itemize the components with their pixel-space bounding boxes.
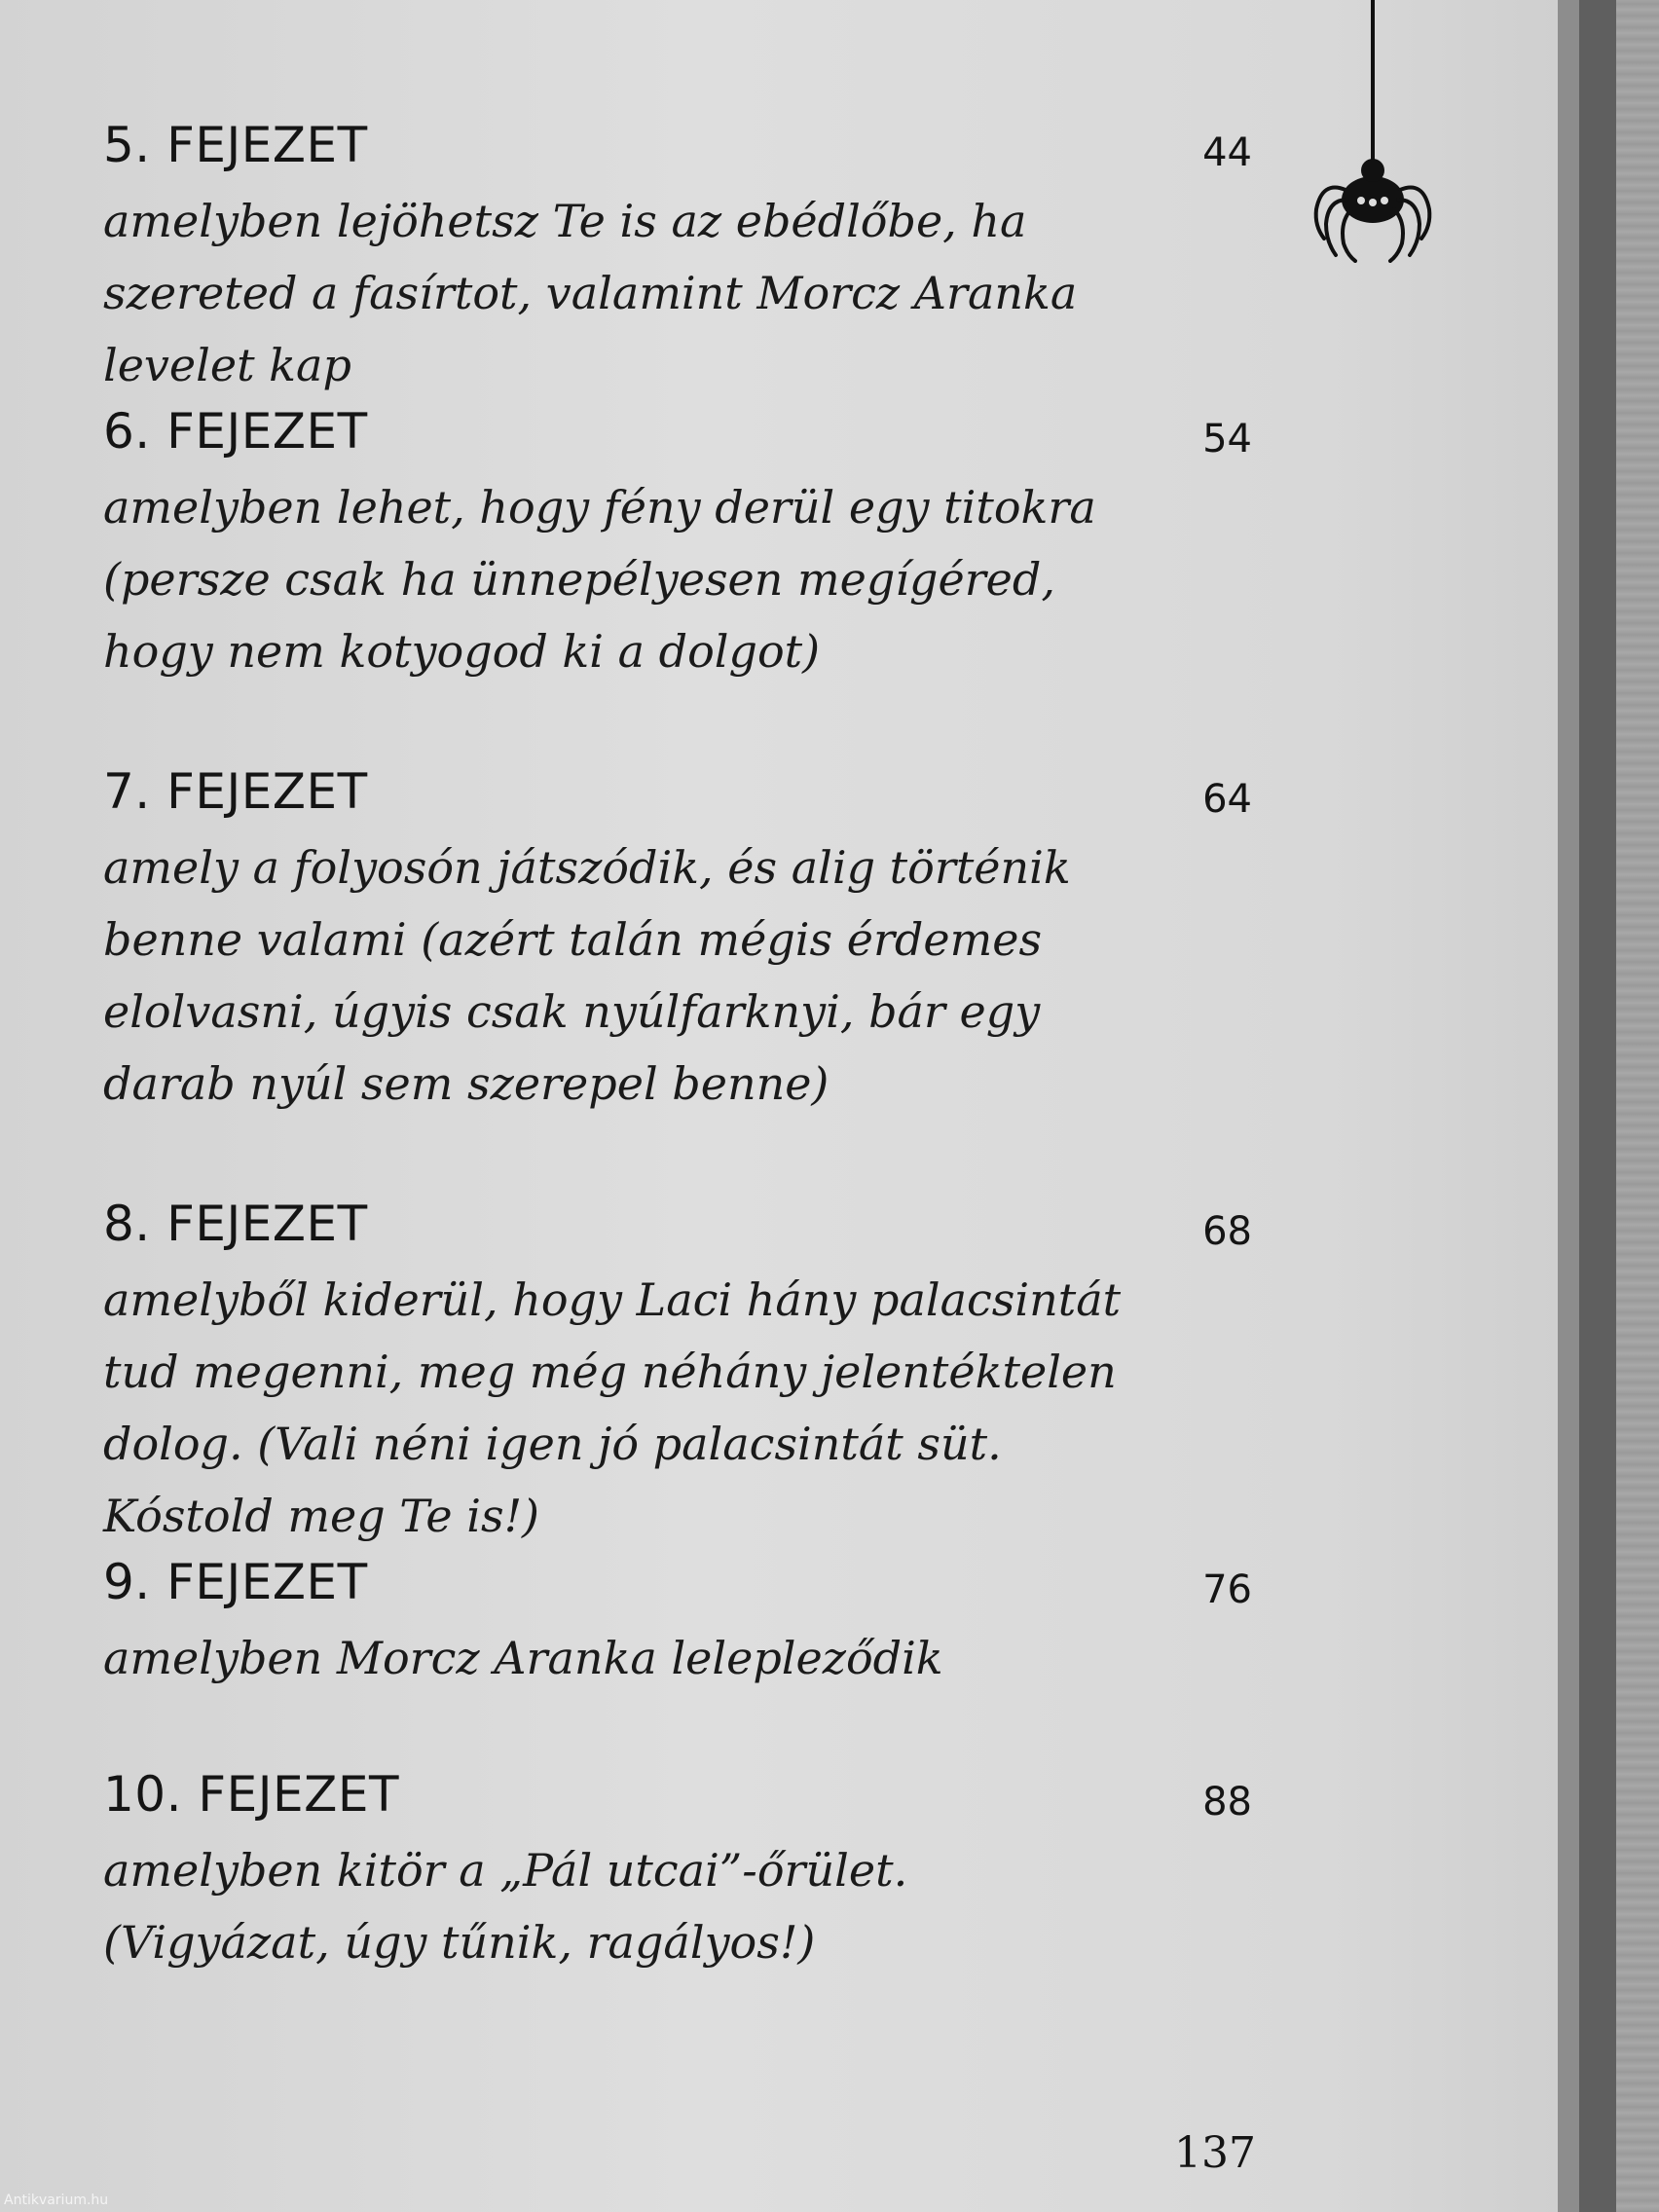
toc-entry-chapter-10 bbox=[103, 1766, 1252, 1978]
chapter-description: amelyben Morcz Aranka lelepleződik bbox=[103, 1632, 943, 1684]
toc-entry-chapter-9 bbox=[103, 1554, 1252, 1694]
chapter-page-number: 54 bbox=[1202, 417, 1252, 461]
chapter-description: amely a folyosón játszódik, és alig történik benne valami (azért talán mégis érdemes elolvasni, úgyis csak nyúlfarknyi, bár egy darab nyúl sem szerepel benne) bbox=[103, 841, 1071, 1110]
toc-entry-chapter-6 bbox=[103, 403, 1252, 687]
chapter-title: 7. FEJEZET bbox=[103, 763, 368, 820]
chapter-title: 5. FEJEZET bbox=[103, 117, 368, 173]
spider-icon bbox=[1305, 0, 1441, 263]
chapter-title: 10. FEJEZET bbox=[103, 1766, 399, 1823]
chapter-title: 6. FEJEZET bbox=[103, 403, 368, 460]
book-cover-edge bbox=[1579, 0, 1616, 2212]
toc-entry-chapter-5 bbox=[103, 117, 1252, 401]
toc-entry-chapter-7 bbox=[103, 763, 1252, 1120]
page-edge bbox=[1558, 0, 1579, 2212]
page-number: 137 bbox=[1174, 2128, 1256, 2178]
chapter-title: 9. FEJEZET bbox=[103, 1554, 368, 1610]
chapter-page-number: 76 bbox=[1202, 1567, 1252, 1612]
chapter-title: 8. FEJEZET bbox=[103, 1196, 368, 1252]
chapter-description: amelyben lehet, hogy fény derül egy titokra (persze csak ha ünnepélyesen megígéred, hogy nem kotyogod ki a dolgot) bbox=[103, 481, 1096, 678]
chapter-page-number: 44 bbox=[1202, 130, 1252, 175]
chapter-page-number: 88 bbox=[1202, 1780, 1252, 1825]
background-surface bbox=[1616, 0, 1659, 2212]
toc-entry-chapter-8 bbox=[103, 1196, 1252, 1552]
chapter-description: amelyben kitör a „Pál utcai”-őrület. (Vigyázat, úgy tűnik, ragályos!) bbox=[103, 1844, 908, 1969]
chapter-description: amelyből kiderül, hogy Laci hány palacsintát tud megenni, meg még néhány jelentéktelen dolog. (Vali néni igen jó palacsintát süt. Kóstold meg Te is!) bbox=[103, 1273, 1122, 1542]
chapter-description: amelyben lejöhetsz Te is az ebédlőbe, ha szereted a fasírtot, valamint Morcz Aranka levelet kap bbox=[103, 195, 1078, 391]
watermark: Antikvarium.hu bbox=[4, 2193, 109, 2208]
chapter-page-number: 68 bbox=[1202, 1209, 1252, 1254]
chapter-page-number: 64 bbox=[1202, 777, 1252, 822]
